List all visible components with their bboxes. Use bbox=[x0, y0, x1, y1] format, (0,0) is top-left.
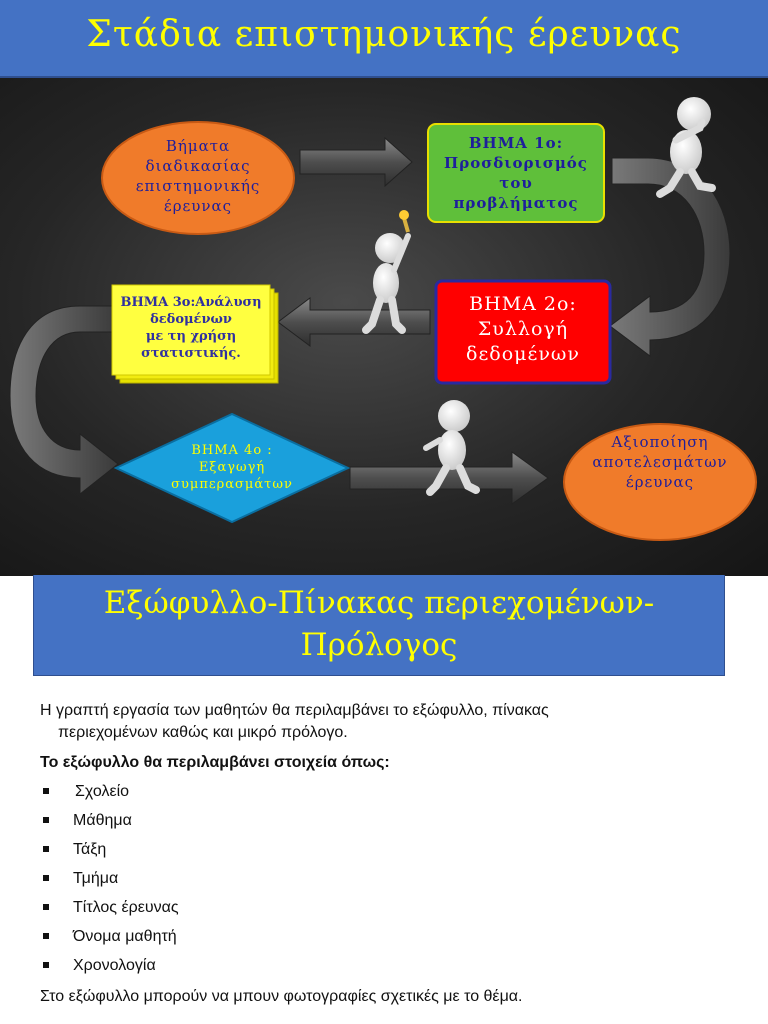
intro-line-2: περιεχομένων καθώς και μικρό πρόλογο. bbox=[58, 724, 348, 741]
end-oval-line-3: έρευνας bbox=[625, 473, 695, 491]
curved-arrow-left bbox=[10, 306, 118, 494]
step1-line-4: προβλήματος bbox=[453, 194, 579, 212]
step4-line-1: ΒΗΜΑ 4ο : bbox=[191, 443, 273, 458]
body-content bbox=[40, 700, 740, 1008]
step2-line-1: ΒΗΜΑ 2ο: bbox=[469, 293, 577, 315]
step4-text bbox=[142, 442, 322, 493]
step1-line-1: ΒΗΜΑ 1ο: bbox=[468, 134, 564, 152]
slide-title: Στάδια επιστημονικής έρευνας bbox=[86, 14, 682, 55]
step1-line-2: Προσδιορισμός bbox=[444, 154, 588, 172]
step3-line-2: δεδομένων bbox=[150, 312, 232, 327]
section-heading-line-1: Εξώφυλλο-Πίνακας περιεχομένων- bbox=[103, 585, 655, 621]
list-item: Σχολείο bbox=[40, 777, 740, 806]
section-heading-box bbox=[33, 575, 725, 676]
step1-text bbox=[428, 133, 604, 213]
step3-line-4: στατιστικής. bbox=[141, 346, 241, 361]
arrow-step2-to-step3 bbox=[278, 298, 430, 346]
step1-line-3: του bbox=[499, 174, 533, 192]
list-item: Τίτλος έρευνας bbox=[40, 893, 740, 922]
step4-line-3: συμπερασμάτων bbox=[171, 477, 293, 492]
list-item: Χρονολογία bbox=[40, 951, 740, 980]
list-item: Τμήμα bbox=[40, 864, 740, 893]
research-stages-diagram bbox=[0, 78, 768, 576]
start-oval-line-1: Βήματα bbox=[165, 137, 231, 155]
step3-line-3: με τη χρήση bbox=[145, 329, 237, 344]
start-oval-line-3: επιστημονικής bbox=[135, 177, 261, 195]
list-item: Μάθημα bbox=[40, 806, 740, 835]
end-oval-line-2: αποτελεσμάτων bbox=[592, 453, 728, 471]
step3-text bbox=[112, 294, 270, 362]
step3-line-1: ΒΗΜΑ 3ο:Ανάλυση bbox=[120, 295, 262, 310]
list-item: Όνομα μαθητή bbox=[40, 922, 740, 951]
intro-paragraph bbox=[40, 700, 740, 744]
end-oval-line-1: Αξιοποίηση bbox=[611, 433, 709, 451]
start-oval-text bbox=[108, 136, 288, 216]
start-oval-line-2: διαδικασίας bbox=[145, 157, 251, 175]
cover-heading: Το εξώφυλλο θα περιλαμβάνει στοιχεία όπως: bbox=[40, 754, 390, 771]
cover-items-list bbox=[40, 777, 740, 980]
list-item: Τάξη bbox=[40, 835, 740, 864]
end-oval-text bbox=[568, 432, 752, 492]
intro-line-1: Η γραπτή εργασία των μαθητών θα περιλαμβάνει το εξώφυλλο, πίνακας bbox=[40, 702, 549, 719]
slide-title-band bbox=[0, 0, 768, 78]
step4-line-2: Εξαγωγή bbox=[198, 460, 266, 475]
photos-note: Στο εξώφυλλο μπορούν να μπουν φωτογραφίες σχετικές με το θέμα. bbox=[40, 988, 523, 1005]
step2-line-2: Συλλογή bbox=[477, 318, 569, 340]
section-heading-line-2: Πρόλογος bbox=[300, 627, 458, 663]
step2-line-3: δεδομένων bbox=[466, 343, 580, 365]
start-oval-line-4: έρευνας bbox=[163, 197, 233, 215]
step2-text bbox=[436, 292, 610, 367]
arrow-start-to-step1 bbox=[300, 138, 412, 186]
